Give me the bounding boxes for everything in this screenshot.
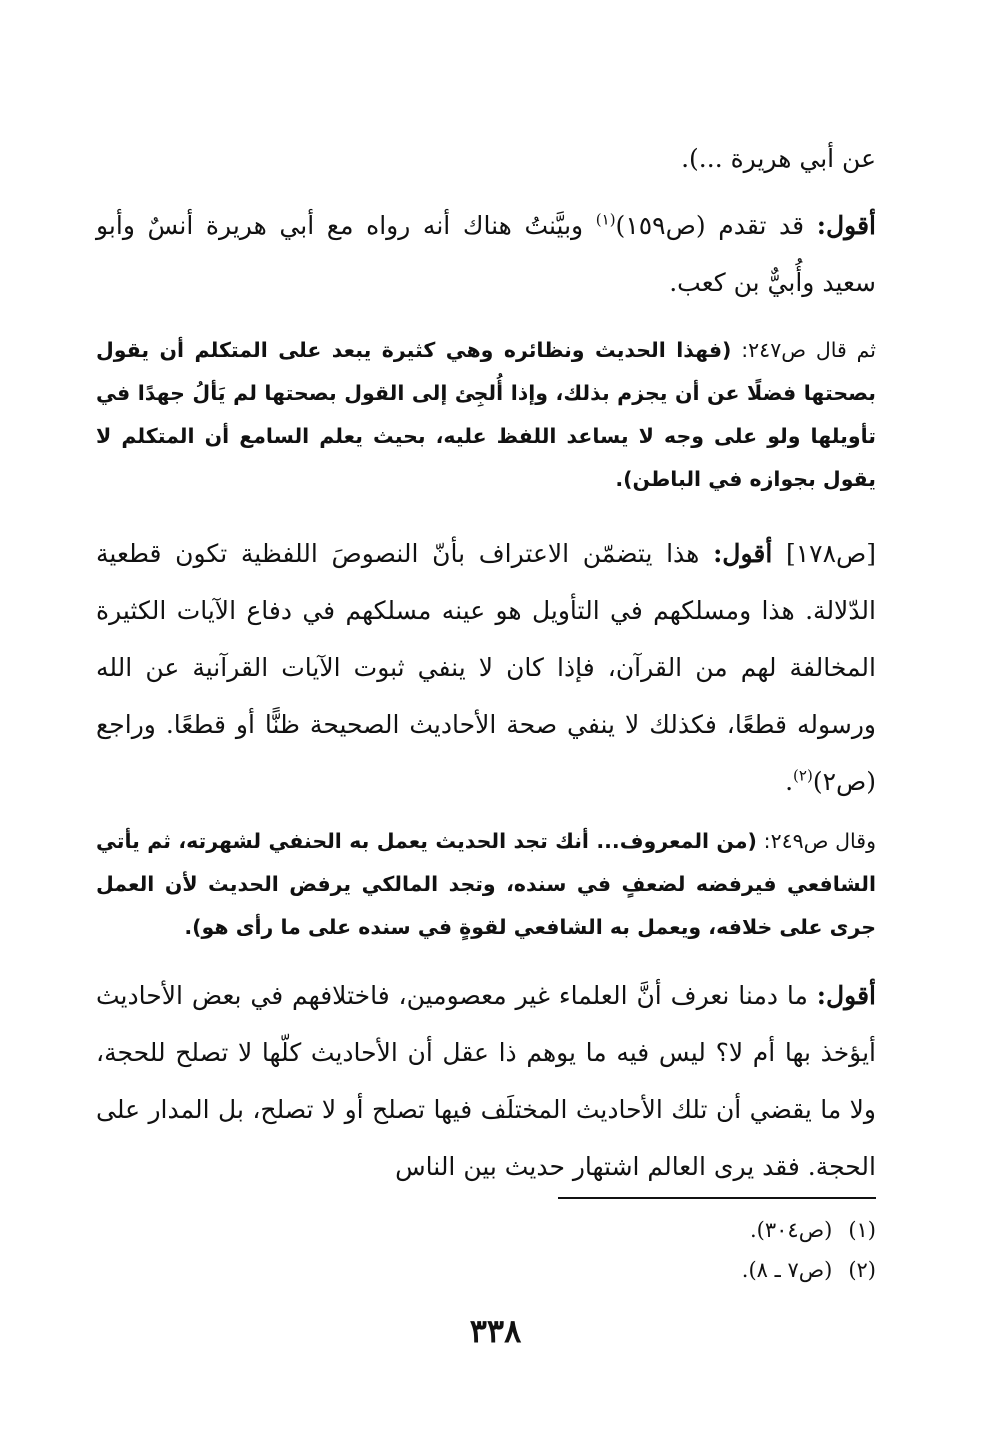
keyword-aqulu: أقول: [713,539,773,568]
footnote-item [96,1250,876,1290]
paragraph-continuation [96,130,876,187]
keyword-aqulu: أقول: [816,211,876,240]
paragraph-reply-2 [96,525,876,810]
footnote-number: (٢) [848,1258,876,1282]
footnote-divider [558,1197,876,1199]
paragraph-text: . [785,767,794,796]
page-marker: [ص١٧٨] [772,539,877,568]
footnote-reference[interactable]: (٢) [793,766,813,785]
paragraph-text: عن أبي هريرة ...). [681,144,876,173]
quotation-text: (فهذا الحديث ونظائره وهي كثيرة يبعد على المتكلم أن يقول بصحتها فضلًا عن أن يجزم بذلك، وإذا أُلجِئ إلى القول بصحتها لم يَألُ جهدًا في تأويلها ولو على وجه لا يساعد اللفظ عليه، بحيث يعلم السامع أن المتكلم لا يقول بجوازه في الباطن). [96,338,876,491]
paragraph-text: هذا يتضمّن الاعتراف بأنّ النصوصَ اللفظية تكون قطعية الدّلالة. هذا ومسلكهم في التأويل هو عينه مسلكهم في دفاع الآيات الكثيرة المخالفة لهم من القرآن، فإذا كان لا ينفي ثبوت الآيات القرآنية عن الله ورسوله قطعًا، فكذلك لا ينفي صحة الأحاديث الصحيحة ظنًّا أو قطعًا. وراجع (ص٢) [96,539,876,796]
paragraph-text: وبيَّنتُ هناك أنه رواه مع أبي هريرة أنسٌ وأبو سعيد وأُبيٌّ بن كعب. [96,211,876,297]
footnote-number: (١) [848,1218,876,1242]
quotation-lead-in: ثم قال ص٢٤٧: [731,338,876,362]
paragraph-text: ما دمنا نعرف أنَّ العلماء غير معصومين، فاختلافهم في بعض الأحاديث أيؤخذ بها أم لا؟ ليس فيه ما يوهم ذا عقل أن الأحاديث كلّها لا تصلح للحجة، ولا ما يقضي أن تلك الأحاديث المختلَف فيها تصلح أو لا تصلح، بل المدار على الحجة. فقد يرى العالم اشتهار حديث بين الناس [96,981,876,1181]
quotation-text: (من المعروف... أنك تجد الحديث يعمل به الحنفي لشهرته، ثم يأتي الشافعي فيرفضه لضعفٍ في سنده، وتجد المالكي يرفض الحديث لأن العمل جرى على خلافه، ويعمل به الشافعي لقوةٍ في سنده على ما رأى هو). [96,829,876,939]
keyword-aqulu: أقول: [816,981,876,1010]
footnote-text: (ص٣٠٤). [750,1218,833,1242]
quotation-block-1 [96,329,876,501]
paragraph-reply-3 [96,967,876,1195]
quotation-block-2 [96,820,876,949]
paragraph-text: قد تقدم (ص١٥٩) [615,211,817,240]
footnotes [96,1210,876,1290]
footnote-reference[interactable]: (١) [595,210,616,229]
paragraph-reply-1 [96,197,876,311]
footnote-item [96,1210,876,1250]
footnote-text: (ص٧ ـ ٨). [741,1258,833,1282]
page-number: ٣٣٨ [469,1312,522,1350]
quotation-lead-in: وقال ص٢٤٩: [756,829,876,853]
main-text-block [96,130,876,1195]
